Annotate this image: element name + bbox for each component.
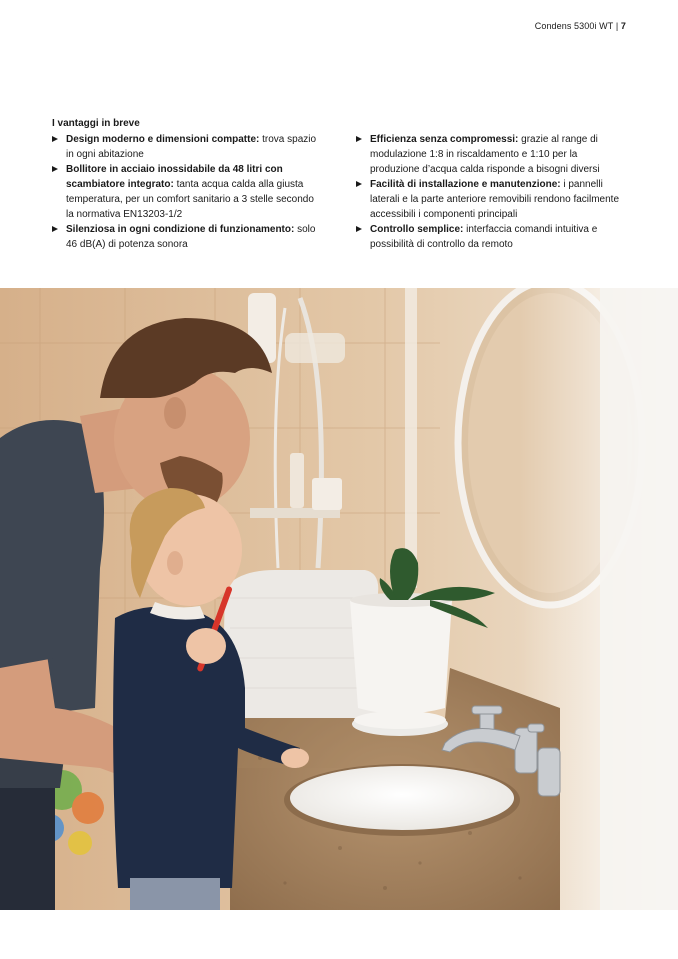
bullet-triangle-icon <box>356 136 362 142</box>
bathroom-illustration <box>0 288 678 910</box>
header-product: Condens 5300i WT <box>534 21 614 31</box>
benefit-item <box>52 132 317 162</box>
benefit-bold: Design moderno e dimensioni compatte: <box>66 134 260 145</box>
benefit-item <box>356 222 621 252</box>
bullet-triangle-icon <box>52 136 58 142</box>
header-separator: | <box>615 21 619 31</box>
benefit-text: solo 46 dB(A) di potenza sonora <box>66 224 316 250</box>
benefit-text: interfaccia comandi intuitiva e possibilità di controllo da remoto <box>370 224 598 250</box>
benefit-item <box>52 162 317 222</box>
benefit-bold: Silenziosa in ogni condizione di funzionamento: <box>66 224 295 235</box>
benefits-right-column <box>356 132 621 252</box>
benefits-left-column <box>52 132 317 252</box>
benefit-text: tanta acqua calda alla giusta temperatura, per un comfort sanitario a 3 stelle secondo la normativa EN13203-1/2 <box>66 179 314 220</box>
bathroom-photo <box>0 288 678 910</box>
benefit-item <box>356 177 621 222</box>
benefit-bold: Facilità di installazione e manutenzione: <box>370 179 561 190</box>
benefit-bold: Controllo semplice: <box>370 224 464 235</box>
bullet-triangle-icon <box>356 181 362 187</box>
benefit-item <box>356 132 621 177</box>
benefit-text: i pannelli laterali e la parte anteriore removibili rendono facilmente accessibili i componenti principali <box>370 179 620 220</box>
bullet-triangle-icon <box>52 226 58 232</box>
header-page-number: 7 <box>620 21 626 31</box>
benefit-bold: Bollitore in acciaio inossidabile da 48 litri con scambiatore integrato: <box>66 164 283 190</box>
bullet-triangle-icon <box>52 166 58 172</box>
page-header <box>535 21 626 31</box>
benefit-text: trova spazio in ogni abitazione <box>66 134 317 160</box>
section-title: I vantaggi in breve <box>52 118 140 129</box>
bullet-triangle-icon <box>356 226 362 232</box>
benefit-bold: Efficienza senza compromessi: <box>370 134 519 145</box>
benefit-text: grazie al range di modulazione 1:8 in riscaldamento e 1:10 per la produzione d’acqua calda risponde a bisogni diversi <box>370 134 600 175</box>
benefit-item <box>52 222 317 252</box>
